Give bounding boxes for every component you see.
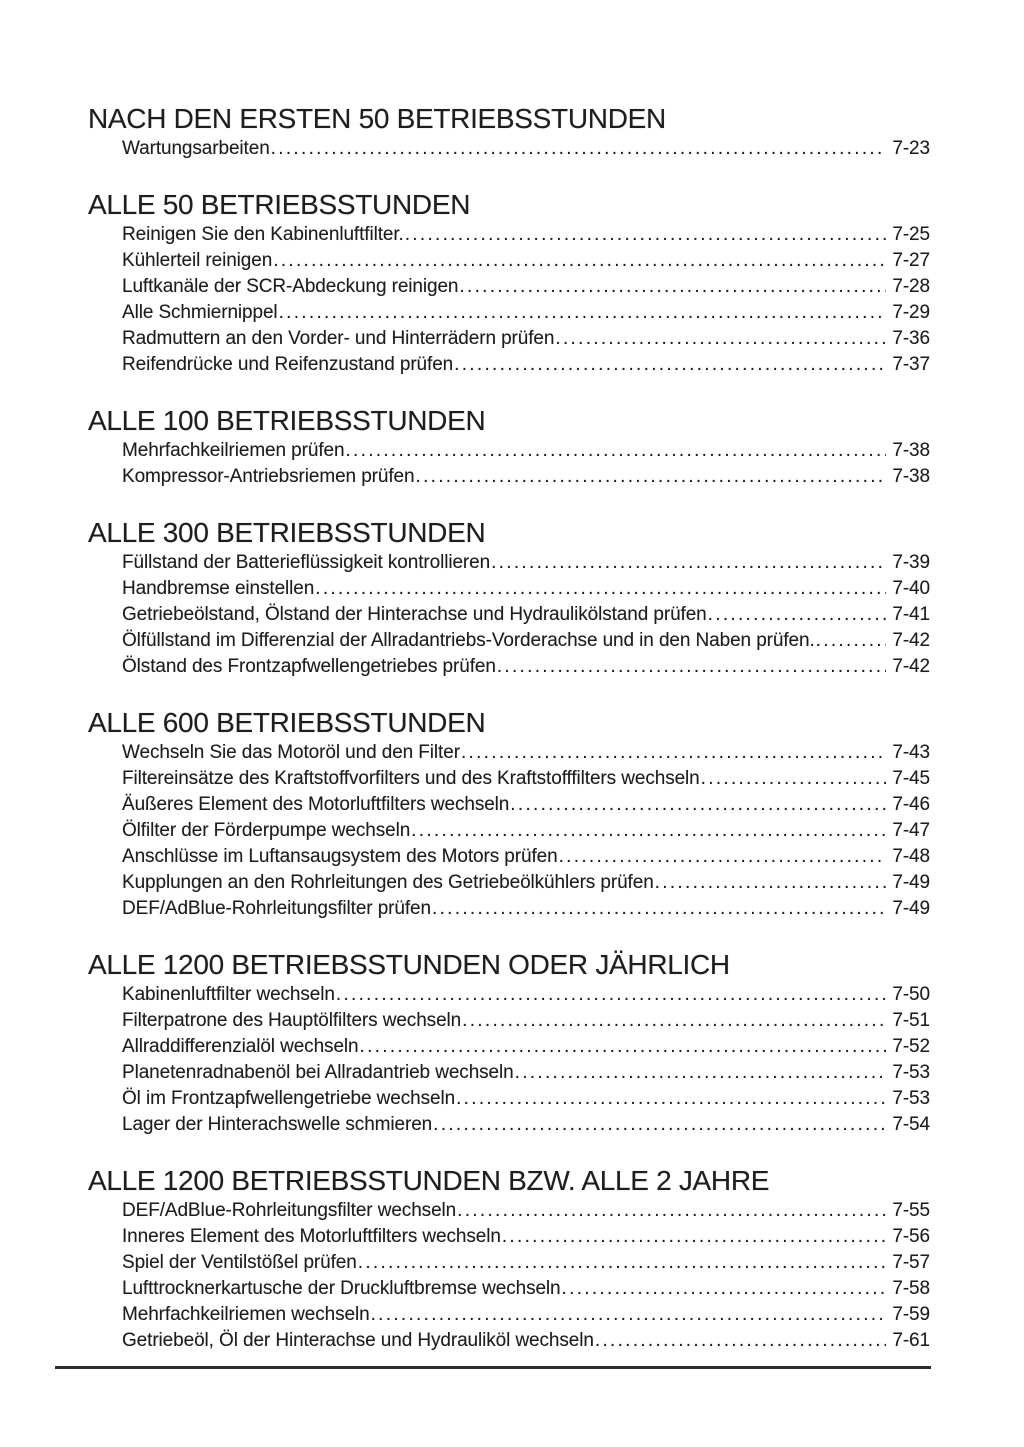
section-entries [88,982,930,1138]
entry-title: Lufttrocknerkartusche der Druckluftbremse wechseln [122,1278,561,1299]
entry-title: Getriebeölstand, Ölstand der Hinterachse und Hydraulikölstand prüfen [122,604,707,625]
toc-entry[interactable] [122,300,930,326]
toc-entry[interactable] [122,896,930,922]
dot-leader [273,248,886,274]
entry-title: Inneres Element des Motorluftfilters wechseln [122,1226,501,1247]
dot-leader [336,982,887,1008]
entry-title: Getriebeöl, Öl der Hinterachse und Hydrauliköl wechseln [122,1330,594,1351]
toc-entry[interactable] [122,818,930,844]
entry-page-number: 7-27 [892,250,930,271]
entry-title: Filtereinsätze des Kraftstoffvorfilters und des Kraftstofffilters wechseln [122,768,700,789]
dot-leader [358,1250,887,1276]
entry-title: Allraddifferenzialöl wechseln [122,1036,359,1057]
entry-page-number: 7-59 [892,1304,930,1325]
entry-page-number: 7-53 [892,1088,930,1109]
dot-leader [345,438,886,464]
entry-title: DEF/AdBlue-Rohrleitungsfilter prüfen [122,898,431,919]
entry-title: Füllstand der Batterieflüssigkeit kontrollieren [122,552,491,573]
dot-leader [502,1224,887,1250]
toc-entry[interactable] [122,982,930,1008]
toc-entry[interactable] [122,1198,930,1224]
entry-title: Handbremse einstellen [122,578,315,599]
entry-page-number: 7-45 [892,768,930,789]
entry-title: Ölfüllstand im Differenzial der Allradantriebs-Vorderachse und in den Naben prüfen. [122,630,815,651]
entry-title: DEF/AdBlue-Rohrleitungsfilter wechseln [122,1200,457,1221]
entry-title: Filterpatrone des Hauptölfilters wechseln [122,1010,462,1031]
dot-leader [461,740,886,766]
toc-section [88,950,930,1138]
toc-entry[interactable] [122,1302,930,1328]
dot-leader [515,1060,887,1086]
section-heading: ALLE 300 BETRIEBSSTUNDEN [88,517,486,548]
entry-page-number: 7-57 [892,1252,930,1273]
toc-entry[interactable] [122,766,930,792]
entry-page-number: 7-37 [892,354,930,375]
entry-title: Spiel der Ventilstößel prüfen [122,1252,357,1273]
dot-leader [454,352,886,378]
entry-page-number: 7-46 [892,794,930,815]
toc-entry[interactable] [122,1250,930,1276]
toc-section [88,190,930,378]
entry-title: Reifendrücke und Reifenzustand prüfen [122,354,454,375]
entry-page-number: 7-29 [892,302,930,323]
dot-leader [655,870,887,896]
dot-leader [555,326,886,352]
entry-page-number: 7-23 [892,138,930,159]
toc-entry[interactable] [122,222,930,248]
dot-leader [816,628,887,654]
entry-page-number: 7-28 [892,276,930,297]
entry-page-number: 7-50 [892,984,930,1005]
toc-section [88,406,930,490]
entry-page-number: 7-36 [892,328,930,349]
toc-entry[interactable] [122,1112,930,1138]
dot-leader [562,1276,887,1302]
entry-page-number: 7-43 [892,742,930,763]
dot-leader [433,1112,886,1138]
dot-leader [371,1302,887,1328]
entry-title: Kühlerteil reinigen [122,250,273,271]
entry-page-number: 7-47 [892,820,930,841]
dot-leader [315,576,886,602]
entry-title: Mehrfachkeilriemen wechseln [122,1304,370,1325]
toc-entry[interactable] [122,792,930,818]
toc-entry[interactable] [122,740,930,766]
dot-leader [708,602,887,628]
footer-rule [55,1366,931,1369]
entry-title: Lager der Hinterachswelle schmieren [122,1114,433,1135]
entry-page-number: 7-40 [892,578,930,599]
section-heading: ALLE 50 BETRIEBSSTUNDEN [88,189,471,220]
entry-page-number: 7-56 [892,1226,930,1247]
entry-page-number: 7-51 [892,1010,930,1031]
entry-page-number: 7-38 [892,440,930,461]
section-heading: ALLE 100 BETRIEBSSTUNDEN [88,405,486,436]
toc-entry[interactable] [122,1276,930,1302]
entry-title: Äußeres Element des Motorluftfilters wechseln [122,794,510,815]
entry-page-number: 7-55 [892,1200,930,1221]
section-entries [88,550,930,680]
entry-title: Kompressor-Antriebsriemen prüfen [122,466,415,487]
entry-title: Ölstand des Frontzapfwellengetriebes prüfen [122,656,496,677]
entry-page-number: 7-53 [892,1062,930,1083]
entry-page-number: 7-42 [892,630,930,651]
toc-entry[interactable] [122,870,930,896]
entry-title: Ölfilter der Förderpumpe wechseln [122,820,411,841]
entry-title: Mehrfachkeilriemen prüfen [122,440,345,461]
toc-section [88,104,930,162]
toc-section [88,1166,930,1354]
toc-entry[interactable] [122,248,930,274]
entry-page-number: 7-49 [892,898,930,919]
toc-entry[interactable] [122,602,930,628]
entry-title: Wartungsarbeiten [122,138,270,159]
entry-page-number: 7-25 [892,224,930,245]
toc-entry[interactable] [122,654,930,680]
dot-leader [510,792,886,818]
dot-leader [415,464,886,490]
toc-entry[interactable] [122,438,930,464]
entry-page-number: 7-41 [892,604,930,625]
dot-leader [457,1198,886,1224]
dot-leader [456,1086,886,1112]
entry-title: Reinigen Sie den Kabinenluftfilter. [122,224,404,245]
dot-leader [405,222,887,248]
entry-title: Anschlüsse im Luftansaugsystem des Motors prüfen [122,846,558,867]
section-entries [88,222,930,378]
toc-entry[interactable] [122,136,930,162]
entry-page-number: 7-38 [892,466,930,487]
entry-page-number: 7-54 [892,1114,930,1135]
toc-entry[interactable] [122,1060,930,1086]
entry-page-number: 7-61 [892,1330,930,1351]
section-entries [88,1198,930,1354]
entry-title: Wechseln Sie das Motoröl und den Filter [122,742,460,763]
dot-leader [459,274,886,300]
dot-leader [595,1328,887,1354]
toc-entry[interactable] [122,1328,930,1354]
section-entries [88,438,930,490]
dot-leader [432,896,886,922]
entry-page-number: 7-39 [892,552,930,573]
entry-title: Radmuttern an den Vorder- und Hinterrädern prüfen [122,328,555,349]
entry-title: Kabinenluftfilter wechseln [122,984,335,1005]
toc-entry[interactable] [122,1086,930,1112]
toc-entry[interactable] [122,274,930,300]
dot-leader [701,766,887,792]
toc-entry[interactable] [122,352,930,378]
entry-title: Öl im Frontzapfwellengetriebe wechseln [122,1088,456,1109]
entry-title: Luftkanäle der SCR-Abdeckung reinigen [122,276,459,297]
toc-entry[interactable] [122,1224,930,1250]
dot-leader [559,844,887,870]
dot-leader [271,136,887,162]
entry-page-number: 7-42 [892,656,930,677]
toc-entry[interactable] [122,1034,930,1060]
dot-leader [279,300,887,326]
dot-leader [491,550,886,576]
section-heading: ALLE 1200 BETRIEBSSTUNDEN ODER JÄHRLICH [88,949,730,980]
toc-entry[interactable] [122,1008,930,1034]
entry-page-number: 7-48 [892,846,930,867]
dot-leader [360,1034,887,1060]
entry-page-number: 7-49 [892,872,930,893]
toc-section [88,518,930,680]
section-entries [88,136,930,162]
entry-page-number: 7-52 [892,1036,930,1057]
dot-leader [462,1008,886,1034]
toc-entry[interactable] [122,628,930,654]
entry-title: Planetenradnabenöl bei Allradantrieb wechseln [122,1062,514,1083]
toc-entry[interactable] [122,464,930,490]
section-heading: ALLE 600 BETRIEBSSTUNDEN [88,707,486,738]
toc-entry[interactable] [122,550,930,576]
dot-leader [497,654,887,680]
section-entries [88,740,930,922]
entry-page-number: 7-58 [892,1278,930,1299]
entry-title: Kupplungen an den Rohrleitungen des Getriebeölkühlers prüfen [122,872,654,893]
section-heading: ALLE 1200 BETRIEBSSTUNDEN BZW. ALLE 2 JAHRE [88,1165,770,1196]
dot-leader [411,818,886,844]
entry-title: Alle Schmiernippel [122,302,278,323]
toc-entry[interactable] [122,576,930,602]
section-heading: NACH DEN ERSTEN 50 BETRIEBSSTUNDEN [88,103,666,134]
toc-entry[interactable] [122,326,930,352]
toc-section [88,708,930,922]
toc-entry[interactable] [122,844,930,870]
